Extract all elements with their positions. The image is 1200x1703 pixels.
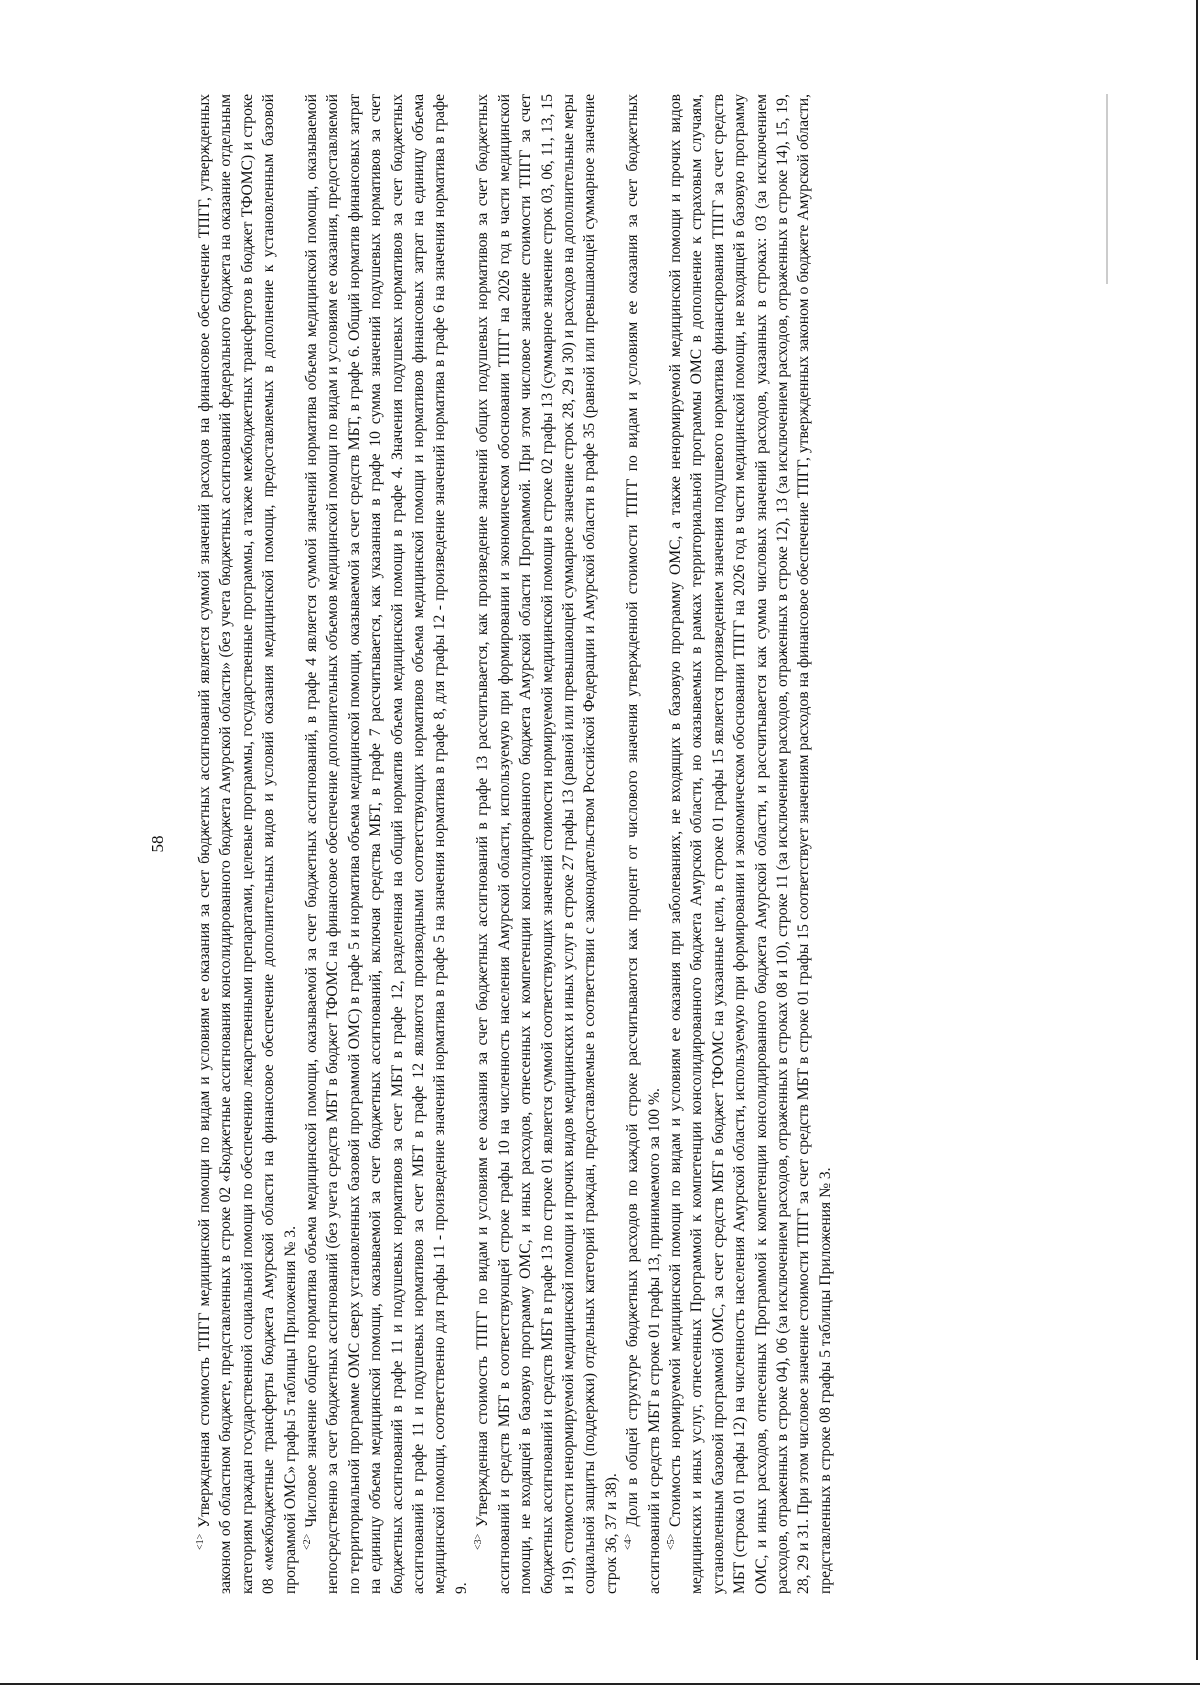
scan-border-right: [1196, 0, 1198, 1660]
faint-rule: [1106, 94, 1108, 284]
footnote-paragraph-4: [622, 94, 665, 1594]
footnote-text-2: Числовое значение общего норматива объема медицинской помощи, оказываемой за счет бюджетных ассигнований, в графе 4 является суммой значений норматива объема медицинской помощи, оказываемой непосредственно за счет бюджетных ассигнований (без учета средств МБТ в бюджет ТФОМС на финансовое обеспечение дополнительных объемов медицинской помощи по видам и условиям ее оказания, предоставляемой по территориальной программе ОМС сверх установленных базовой программой ОМС) в графе 5 и норматива объема медицинской помощи, оказываемой за счет средств МБТ, в графе 6. Общий норматив финансовых затрат на единицу объема медицинской помощи, оказываемой за счет бюджетных ассигнований, включая средства МБТ, в графе 7 рассчитывается, как указанная в графе 10 сумма значений подушевых нормативов за счет бюджетных ассигнований в графе 11 и подушевых нормативов за счет МБТ в графе 12, разделенная на общий норматив объема медицинской помощи в графе 4. Значения подушевых нормативов за счет бюджетных ассигнований в графе 11 и подушевых нормативов за счет МБТ в графе 12 являются производными соответствующих нормативов объема медицинской помощи и нормативов финансовых затрат на единицу объема медицинской помощи, соответственно для графы 11 - произведение значений норматива в графе 5 на значения норматива в графе 8, для графы 12 - произведение значений норматива в графе 6 на значения норматива в графе 9.: [303, 94, 470, 1594]
footnote-mark-5: <5>: [665, 1533, 677, 1550]
footnote-text-3: Утвержденная стоимость ТПГГ по видам и условиям ее оказания за счет бюджетных ассигнований в графе 13 рассчитывается, как произведение значений общих подушевых нормативов за счет бюджетных ассигнований и средств МБТ в соответствующей строке графы 10 на численность населения Амурской области, используемую при формировании и экономическом обосновании ТПГГ на 2026 год в части медицинской помощи, не входящей в базовую программу ОМС, и иных расходов, отнесенных к компетенции консолидированного бюджета Амурской области Программой. При этом числовое значение стоимости ТПГГ за счет бюджетных ассигнований и средств МБТ в графе 13 по строке 01 является суммой соответствующих значений стоимости нормируемой медицинской помощи в строке 02 графы 13 (суммарное значение строк 03, 06, 11, 13, 15 и 19), стоимости ненормируемой медицинской помощи и прочих видов медицинских и иных услуг в строке 27 графы 13 (равной или превышающей суммарное значение строк 28, 29 и 30) и расходов на дополнительные меры социальной защиты (поддержки) отдельных категорий граждан, предоставляемые в соответствии с законодательством Российской Федерации и Амурской области в графе 35 (равной или превышающей суммарное значение строк 36, 37 и 38).: [474, 94, 620, 1594]
footnote-paragraph-5: [665, 94, 836, 1594]
footnote-mark-2: <2>: [301, 1533, 313, 1550]
footnote-text-1: Утвержденная стоимость ТПГГ медицинской помощи по видам и условиям ее оказания за счет бюджетных ассигнований является суммой значений расходов на финансовое обеспечение ТПГГ, утвержденных законом об областном бюджете, представленных в строке 02 «Бюджетные ассигнования консолидированного бюджета Амурской области» (без учета бюджетных ассигнований федерального бюджета на оказание отдельным категориям граждан государственной социальной помощи по обеспечению лекарственными препаратами, целевые программы, государственные программы, а также межбюджетных трансфертов в бюджет ТФОМС) и строке 08 «межбюджетные трансферты бюджета Амурской области на финансовое обеспечение дополнительных видов и условий оказания медицинской помощи, предоставляемых в дополнение к установленным базовой программой ОМС» графы 5 таблицы Приложения № 3.: [196, 94, 299, 1594]
page-number: 58: [148, 835, 167, 853]
footnote-mark-4: <4>: [622, 1533, 634, 1550]
footnote-text-5: Стоимость нормируемой медицинской помощи по видам и условиям ее оказания при заболеваниях, не входящих в базовую программу ОМС, а также ненормируемой медицинской помощи и прочих видов медицинских и иных услуг, отнесенных Программой к компетенции консолидированного бюджета Амурской области, но оказываемых в рамках территориальной программы ОМС в дополнение к страховым случаям, установленным базовой программой ОМС, за счет средств МБТ в бюджет ТФОМС на указанные цели, в строке 01 графы 15 является произведением значения подушевого норматива финансирования ТПГГ за счет средств МБТ (строка 01 графы 12) на численность населения Амурской области, используемую при формировании и экономическом обосновании ТПГГ на 2026 год в части медицинской помощи, не входящей в базовую программу ОМС, и иных расходов, отнесенных Программой к компетенции консолидированного бюджета Амурской области, и рассчитывается как сумма числовых значений расходов, указанных в строках: 03 (за исключением расходов, отраженных в строке 04), 06 (за исключением расходов, отраженных в строках 08 и 10), строке 11 (за исключением расходов, отраженных в строке 12), 13 (за исключением расходов, отраженных в строке 14), 15, 19, 28, 29 и 31. При этом числовое значение стоимости ТПГГ за счет средств МБТ в строке 01 графы 15 соответствует значениям расходов на финансовое обеспечение ТПГГ, утвержденных законом о бюджете Амурской области, представленных в строке 08 графы 5 таблицы Приложения № 3.: [666, 94, 834, 1594]
footnote-paragraph-2: [301, 94, 472, 1594]
footnote-paragraph-3: [472, 94, 622, 1594]
rotated-page: [148, 94, 1048, 1594]
footnote-mark-1: <1>: [194, 1533, 206, 1550]
footnote-paragraph-1: [194, 94, 301, 1594]
footnote-mark-3: <3>: [473, 1533, 485, 1550]
scan-border-bottom: [0, 1683, 1200, 1685]
footnotes-body: [194, 94, 836, 1594]
footnote-text-4: Доли в общей структуре бюджетных расходов по каждой строке рассчитываются как процент от числового значения утвержденной стоимости ТПГГ по видам и условиям ее оказания за счет бюджетных ассигнований и средств МБТ в строке 01 графы 13, принимаемого за 100 %.: [624, 94, 663, 1594]
